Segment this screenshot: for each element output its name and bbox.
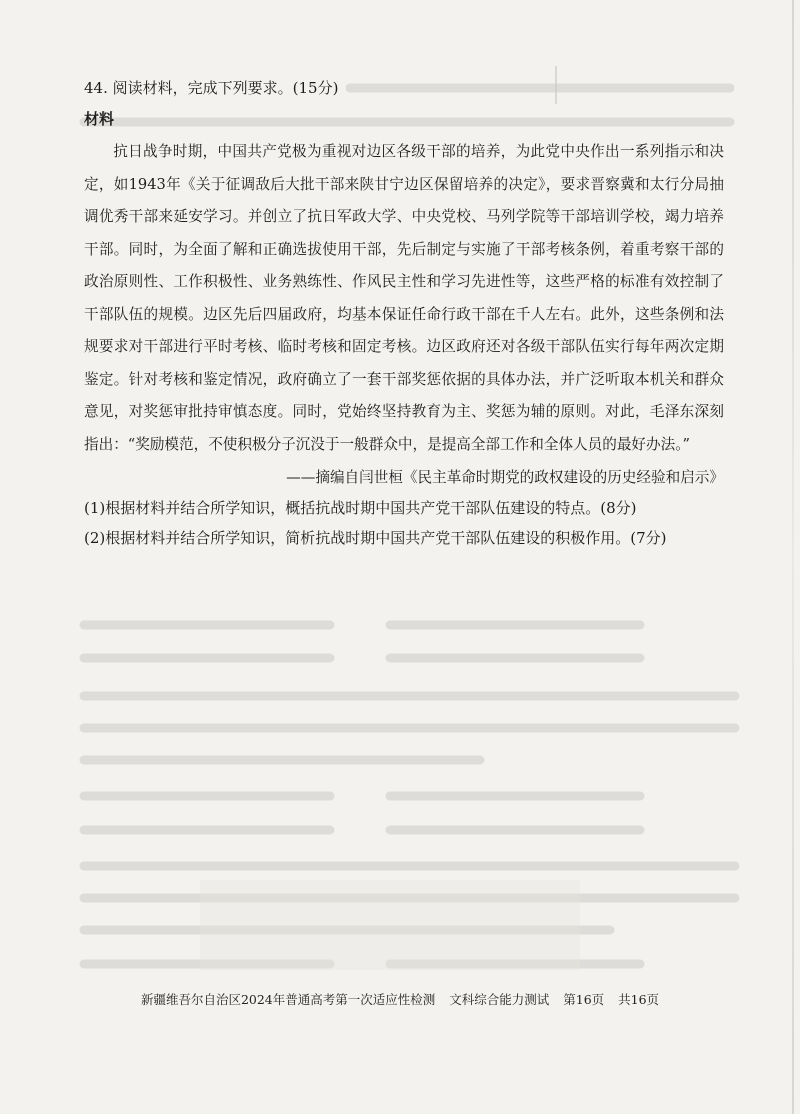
page-footer (0, 990, 800, 1010)
material-label: 材料 (84, 110, 115, 128)
sub-question-2: (2)根据材料并结合所学知识，简析抗战时期中国共产党干部队伍建设的积极作用。(7分) (84, 529, 667, 547)
footer-exam-title: 新疆维吾尔自治区2024年普通高考第一次适应性检测 (140, 992, 436, 1007)
page-edge (792, 0, 794, 1114)
footer-subject: 文科综合能力测试 (449, 992, 550, 1007)
question-heading: 44. 阅读材料，完成下列要求。(15分) (84, 79, 339, 97)
question-44 (84, 72, 724, 553)
footer-page-total: 共16页 (618, 992, 660, 1007)
material-passage: 抗日战争时期，中国共产党极为重视对边区各级干部的培养，为此党中央作出一系列指示和决定，如1943年《关于征调敌后大批干部来陕甘宁边区保留培养的决定》，要求晋察冀和太行分局抽调优秀干部来延安学习。并创立了抗日军政大学、中央党校、马列学院等干部培训学校，竭力培养干部。同时，为全面了解和正确选拔使用干部，先后制定与实施了干部考核条例，着重考察干部的政治原则性、工作积极性、业务熟练性、作风民主性和学习先进性等，这些严格的标准有效控制了干部队伍的规模。边区先后四届政府，均基本保证任命行政干部在千人左右。此外，这些条例和法规要求对干部进行平时考核、临时考核和固定考核。边区政府还对各级干部队伍实行每年两次定期鉴定。针对考核和鉴定情况，政府确立了一套干部奖惩依据的具体办法，并广泛听取本机关和群众意见，对奖惩审批持审慎态度。同时，党始终坚持教育为主、奖惩为辅的原则。对此，毛泽东深刻指出：“奖励模范，不使积极分子沉没于一般群众中，是提高全部工作和全体人员的最好办法。” (84, 143, 724, 453)
footer-page-number: 第16页 (563, 992, 605, 1007)
sub-question-1: (1)根据材料并结合所学知识，概括抗战时期中国共产党干部队伍建设的特点。(8分) (84, 499, 637, 517)
material-source: ——摘编自闫世桓《民主革命时期党的政权建设的历史经验和启示》 (286, 469, 724, 486)
